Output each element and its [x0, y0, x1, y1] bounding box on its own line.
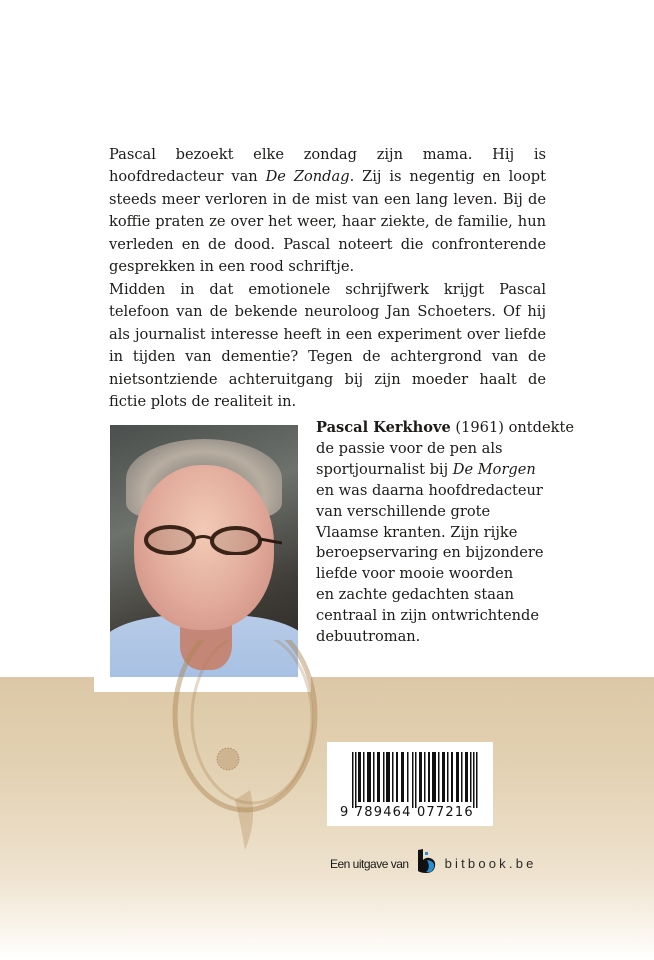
publisher-label: Een uitgave van: [330, 857, 409, 871]
blurb-paragraph-2: Midden in dat emotionele schrijfwerk krijgt Pascal telefoon van de bekende neuroloog Jan Schoeters. Of hij als journalist interesse heeft in een experiment over liefde in tijden van dementie? Tegen de achtergrond van de nietsontziende achteruitgang bij zijn moeder haalt de fictie plots de realiteit in.: [109, 281, 546, 411]
glasses-icon: [132, 525, 282, 555]
bio-text: sportjournalist bij: [316, 460, 453, 478]
newspaper-title: De Zondag: [265, 168, 350, 186]
bio-line-7: beroepservaring en bijzondere: [316, 544, 544, 562]
author-photo: [110, 425, 298, 677]
author-name: Pascal Kerkhove: [316, 419, 451, 436]
bio-line-8: liefde voor mooie woorden: [316, 565, 514, 583]
bio-line-9: en zachte gedachten staan: [316, 586, 515, 604]
blurb-paragraph-1: [109, 144, 546, 278]
blurb-text: . Zij is negentig en loopt steeds meer verloren in de mist van een lang leven. Bij de koffie praten ze over het weer, haar ziekte, de familie, hun verleden en de dood. Pascal noteert die confronterende gesprekken in een rood schriftje.: [109, 168, 547, 276]
isbn-number: 9 789464 077216: [340, 805, 474, 820]
isbn-barcode: [327, 742, 493, 826]
bio-line-2: de passie voor de pen als: [316, 439, 503, 457]
author-bio: [316, 418, 574, 648]
bio-line-11: debuutroman.: [316, 628, 421, 646]
bio-line-10: centraal in zijn ontwrichtende: [316, 607, 540, 625]
newspaper-title: De Morgen: [452, 460, 536, 478]
bio-line-3: [316, 460, 556, 481]
blurb-text: Pascal bezoekt elke zondag zijn mama. Hij is hoofdredacteur van: [109, 146, 546, 186]
bio-line-4: en was daarna hoofdredacteur: [316, 481, 543, 499]
bio-line-1: [316, 418, 574, 439]
barcode-icon: [352, 752, 478, 808]
publisher-credit: [330, 848, 537, 874]
bio-text: (1961) ontdekte: [450, 419, 574, 436]
bio-line-5: van verschillende grote: [316, 502, 491, 520]
bio-line-6: Vlaamse kranten. Zijn rijke: [316, 523, 518, 541]
bitbook-logo-icon: [416, 848, 438, 874]
publisher-name: bitbook.be: [444, 856, 537, 871]
